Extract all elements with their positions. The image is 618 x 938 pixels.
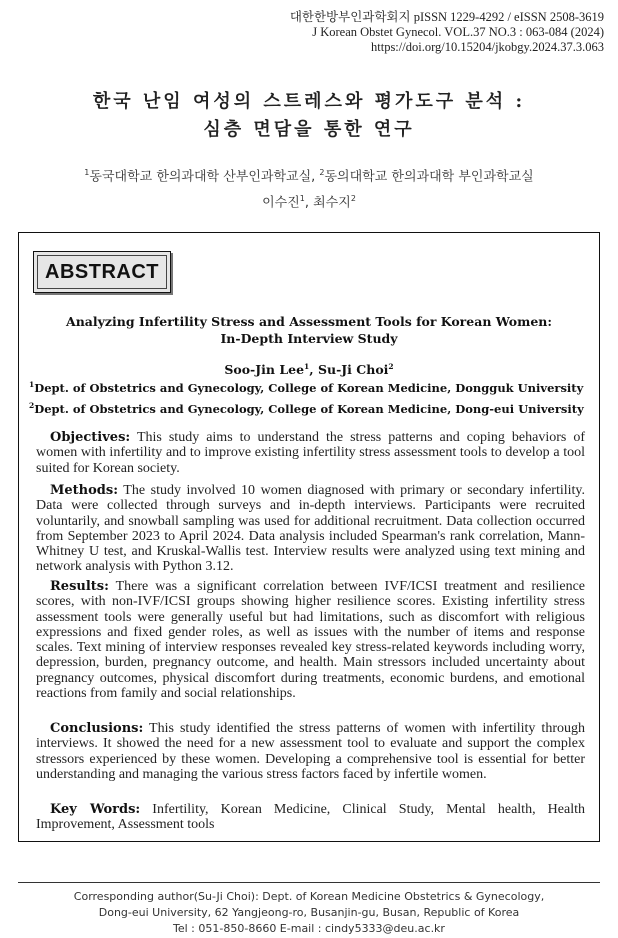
- abstract-box: [18, 232, 600, 842]
- methods-section: [36, 483, 585, 575]
- affiliation-marker: 2: [350, 194, 356, 204]
- english-affiliation-2-line: [29, 397, 591, 418]
- english-title-line2: In-Depth Interview Study: [220, 331, 398, 346]
- journal-citation: J Korean Obstet Gynecol. VOL.37 NO.3 : 063-084 (2024): [312, 25, 604, 39]
- english-affiliations: [29, 376, 591, 418]
- results-text: There was a significant correlation between IVF/ICSI treatment and resilience scores, with non-IVF/ICSI groups showing higher resilience scores. Existing infertility stress assessment tools were generally useful but had limitations, such as discomfort with religious expressions and fixed gender roles, as well as issues with the number of items and response scales. Text mining of interview responses revealed key stress-related keywords including worry, depression, burden, pregnancy outcome, and health. Main stressors included uncertainty about pregnancy outcomes, physical discomfort during treatments, economic burdens, and emotional reactions from family and social relationships.: [36, 579, 585, 702]
- korean-title: [0, 88, 618, 144]
- keywords-heading: Key Words:: [50, 802, 141, 817]
- korean-affiliation-1: 동국대학교 한의과대학 산부인과학교실,: [89, 169, 320, 185]
- conclusions-text: This study identified the stress patterns of women with infertility through interviews. It showed the need for a new assessment tool to evaluate and support the complex stressors experienced by these women. Developing a comprehensive tool is essential for better understanding and managing the various stress factors faced by infertile women.: [36, 721, 585, 782]
- corresponding-line3: Tel : 051-850-8660 E-mail : cindy5333@deu.ac.kr: [173, 922, 445, 935]
- korean-author-1: 이수진: [262, 195, 300, 211]
- journal-doi[interactable]: https://doi.org/10.15204/jkobgy.2024.37.3.063: [371, 40, 604, 54]
- affiliation-marker: 1: [299, 194, 305, 204]
- author-separator: ,: [304, 195, 314, 211]
- korean-affiliations: [0, 162, 618, 215]
- objectives-section: [36, 430, 585, 476]
- english-affiliation-1: Dept. of Obstetrics and Gynecology, College of Korean Medicine, Dongguk University: [34, 380, 584, 395]
- conclusions-section: [36, 721, 585, 782]
- korean-authors: [0, 188, 618, 214]
- results-heading: Results:: [50, 579, 109, 594]
- objectives-text: This study aims to understand the stress patterns and coping behaviors of women with infertility and to improve existing infertility stress assessment tools to develop a tool suited for Korean society.: [36, 430, 585, 476]
- abstract-label: ABSTRACT: [37, 255, 167, 289]
- affiliation-marker: 2: [319, 168, 325, 177]
- korean-affiliation-line: [0, 162, 618, 188]
- korean-author-2: 최수지: [313, 195, 351, 211]
- affiliation-marker: 1: [84, 168, 90, 177]
- corresponding-line2: Dong-eui University, 62 Yangjeong-ro, Busanjin-gu, Busan, Republic of Korea: [98, 906, 520, 919]
- affiliation-marker: 2: [388, 362, 394, 371]
- english-author-2: Su-Ji Choi: [317, 362, 389, 378]
- keywords-text: Infertility, Korean Medicine, Clinical Study, Mental health, Health Improvement, Assessment tools: [36, 802, 585, 833]
- results-section: [36, 579, 585, 701]
- conclusions-heading: Conclusions:: [50, 721, 144, 736]
- methods-text: The study involved 10 women diagnosed with primary or secondary infertility. Data were collected through surveys and in-depth interviews. Participants were recruited voluntarily, and snowball sampling was used for additional recruitment. Data collection occurred from September 2023 to April 2024. Data analysis included Spearman's rank correlation, Mann-Whitney U test, and Kruskal-Wallis test. Interview results were analyzed using text mining and network analysis with Python 3.12.: [36, 483, 585, 575]
- corresponding-author: [0, 889, 618, 937]
- english-title: [19, 313, 599, 347]
- objectives-heading: Objectives:: [50, 430, 131, 445]
- affiliation-marker: 1: [29, 380, 35, 389]
- methods-heading: Methods:: [50, 483, 118, 498]
- english-author-1: Soo-Jin Lee: [224, 362, 305, 378]
- journal-issn: 대한한방부인과학회지 pISSN 1229-4292 / eISSN 2508-3619: [289, 10, 604, 24]
- journal-info: [290, 10, 604, 55]
- corresponding-line1: Corresponding author(Su-Ji Choi): Dept. of Korean Medicine Obstetrics & Gynecology,: [73, 890, 545, 903]
- affiliation-marker: 1: [304, 362, 310, 371]
- english-affiliation-2: Dept. of Obstetrics and Gynecology, College of Korean Medicine, Dong-eui University: [34, 401, 584, 416]
- korean-affiliation-2: 동의대학교 한의과대학 부인과학교실: [324, 169, 534, 185]
- korean-title-line1: 한국 난임 여성의 스트레스와 평가도구 분석 :: [92, 91, 526, 112]
- affiliation-marker: 2: [29, 400, 35, 410]
- korean-title-line2: 심층 면담을 통한 연구: [203, 119, 415, 140]
- abstract-label-box: [33, 251, 171, 293]
- footer-divider: [18, 882, 600, 883]
- keywords-section: [36, 802, 585, 833]
- english-title-line1: Analyzing Infertility Stress and Assessment Tools for Korean Women:: [66, 314, 552, 329]
- english-affiliation-1-line: [29, 376, 591, 397]
- author-separator: ,: [309, 362, 318, 378]
